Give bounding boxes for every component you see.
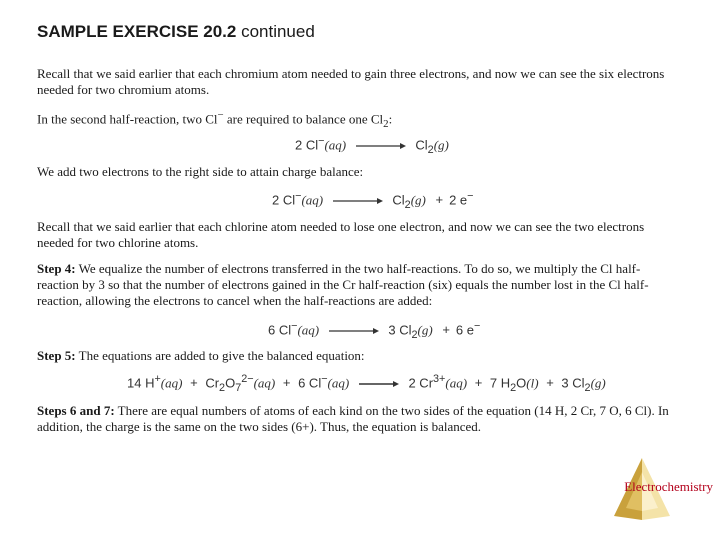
paragraph-step-4: Step 4: We equalize the number of electrons transferred in the two half-reactions. To do so, we multiply the Cl half-reaction by 3 so that the number of electrons gained in the Cr half-reaction (six) equals the number lost in the Cl half-reaction, allowing the electrons to cancel when the half-reactions are added: bbox=[37, 261, 649, 308]
paragraph-chlorine: Recall that we said earlier that each chlorine atom needed to lose one electron, and now we can see the two electrons needed for two chlorine atoms. bbox=[37, 219, 645, 250]
paragraph-step-5: Step 5: The equations are added to give the balanced equation: bbox=[37, 348, 365, 363]
reaction-arrow-icon bbox=[359, 380, 399, 388]
paragraph-charge-balance: We add two electrons to the right side to attain charge balance: bbox=[37, 164, 364, 179]
paragraph-second-half-reaction: In the second half-reaction, two Cl− are required to balance one $Cl_2$: bbox=[37, 109, 393, 130]
title-rest: continued bbox=[236, 22, 315, 41]
reaction-arrow-icon bbox=[329, 327, 379, 335]
paragraph-chromium: Recall that we said earlier that each chromium atom needed to gain three electrons, and now we can see the six electrons needed for two chromium atoms. bbox=[37, 66, 665, 97]
page-title bbox=[37, 22, 315, 42]
reaction-arrow-icon bbox=[356, 142, 406, 150]
reaction-arrow-icon bbox=[333, 197, 383, 205]
equation-3: 6 Cl−(aq) 3 $Cl_2(g) + 6$ e− bbox=[268, 320, 481, 341]
equation-balanced: 14 $H^+(aq) + Cr_2O_7^{2-}(aq) + 6$ Cl−(aq) 2 $Cr^{3+}(aq) + 7$ $H_2O(l) + 3$ $Cl_2(g)$ bbox=[127, 373, 606, 394]
paragraph-steps-6-7: Steps 6 and 7: There are equal numbers of atoms of each kind on the two sides of the equation (14 H, 2 Cr, 7 O, 6 Cl). In addition, the charge is the same on the two sides (6+). Thus, the equation is balanced. bbox=[37, 403, 669, 434]
equation-2: 2 Cl−(aq) $Cl_2(g) + 2$ e− bbox=[272, 190, 474, 211]
equation-1: 2 Cl−(aq) $Cl_2(g)$ bbox=[295, 135, 449, 156]
footer-chapter-label: Electrochemistry bbox=[624, 479, 713, 494]
title-bold: SAMPLE EXERCISE 20.2 bbox=[37, 22, 237, 41]
